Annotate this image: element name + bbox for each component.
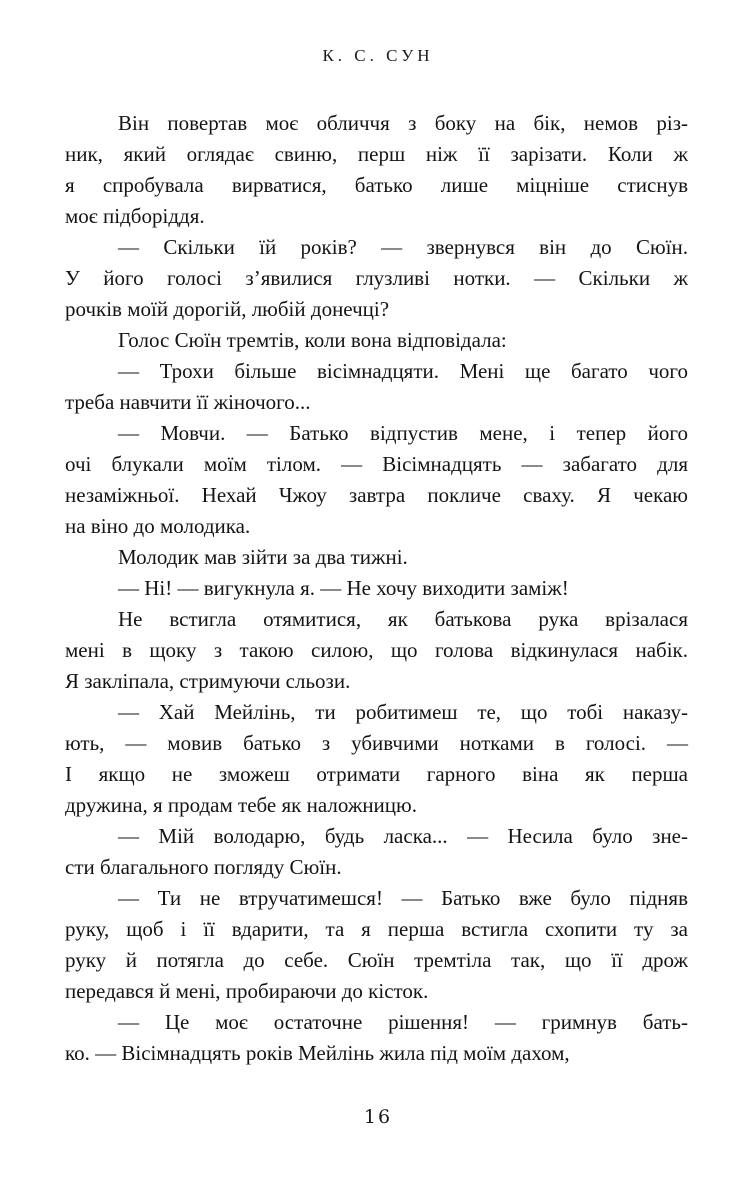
text-line: незаміжньої. Нехай Чжоу завтра покличе сваху. Я чекаю [65,483,688,507]
text-line: — Ти не втручатимешся! — Батько вже було підняв [118,886,688,910]
page-number: 16 [363,1106,393,1128]
text-line: ко. — Вісімнадцять років Мейлінь жила під моїм дахом, [65,1041,570,1065]
text-line: Не встигла отямитися, як батькова рука врізалася [118,607,688,631]
text-line: — Хай Мейлінь, ти робитимеш те, що тобі наказу- [118,700,688,724]
text-line: сти благального погляду Сюїн. [65,855,342,879]
text-line: — Ні! — вигукнула я. — Не хочу виходити заміж! [118,576,569,600]
running-head-author: К. С. СУН [322,46,434,65]
text-line: — Мовчи. — Батько відпустив мене, і тепер його [118,421,688,445]
text-line: дружина, я продам тебе як наложницю. [65,793,417,817]
text-line: на віно до молодика. [65,514,251,538]
text-line: треба навчити її жіночого... [65,390,311,414]
text-line: У його голосі з’явилися глузливі нотки. — Скільки ж [65,266,688,290]
text-line: очі блукали моїм тілом. — Вісімнадцять — забагато для [65,452,688,476]
text-line: — Скільки їй років? — звернувся він до Сюїн. [118,235,688,259]
text-line: — Мій володарю, будь ласка... — Несила було зне- [118,824,688,848]
text-line: І якщо не зможеш отримати гарного віна як перша [65,762,688,786]
text-line: — Це моє остаточне рішення! — гримнув бать- [118,1010,688,1034]
text-line: Голос Сюїн тремтів, коли вона відповідала: [118,328,507,352]
text-line: передався й мені, пробираючи до кісток. [65,979,429,1003]
text-line: ник, який оглядає свиню, перш ніж її зарізати. Коли ж [65,142,688,166]
text-line: руку й потягла до себе. Сюїн тремтіла так, що її дрож [65,948,688,972]
text-line: Молодик мав зійти за два тижні. [118,545,408,569]
text-line: я спробувала вирватися, батько лише міцніше стиснув [65,173,688,197]
text-line: Він повертав моє обличчя з боку на бік, немов різ- [118,111,688,135]
body-text [65,108,688,1069]
text-line: ють, — мовив батько з убивчими нотками в голосі. — [65,731,688,755]
text-line: Я закліпала, стримуючи сльози. [65,669,351,693]
text-line: руку, щоб і її вдарити, та я перша встигла схопити ту за [65,917,688,941]
text-line: моє підборіддя. [65,204,205,228]
text-line: мені в щоку з такою силою, що голова відкинулася набік. [65,638,688,662]
text-line: — Трохи більше вісімнадцяти. Мені ще багато чого [118,359,688,383]
text-line: рочків моїй дорогій, любій донечці? [65,297,390,321]
